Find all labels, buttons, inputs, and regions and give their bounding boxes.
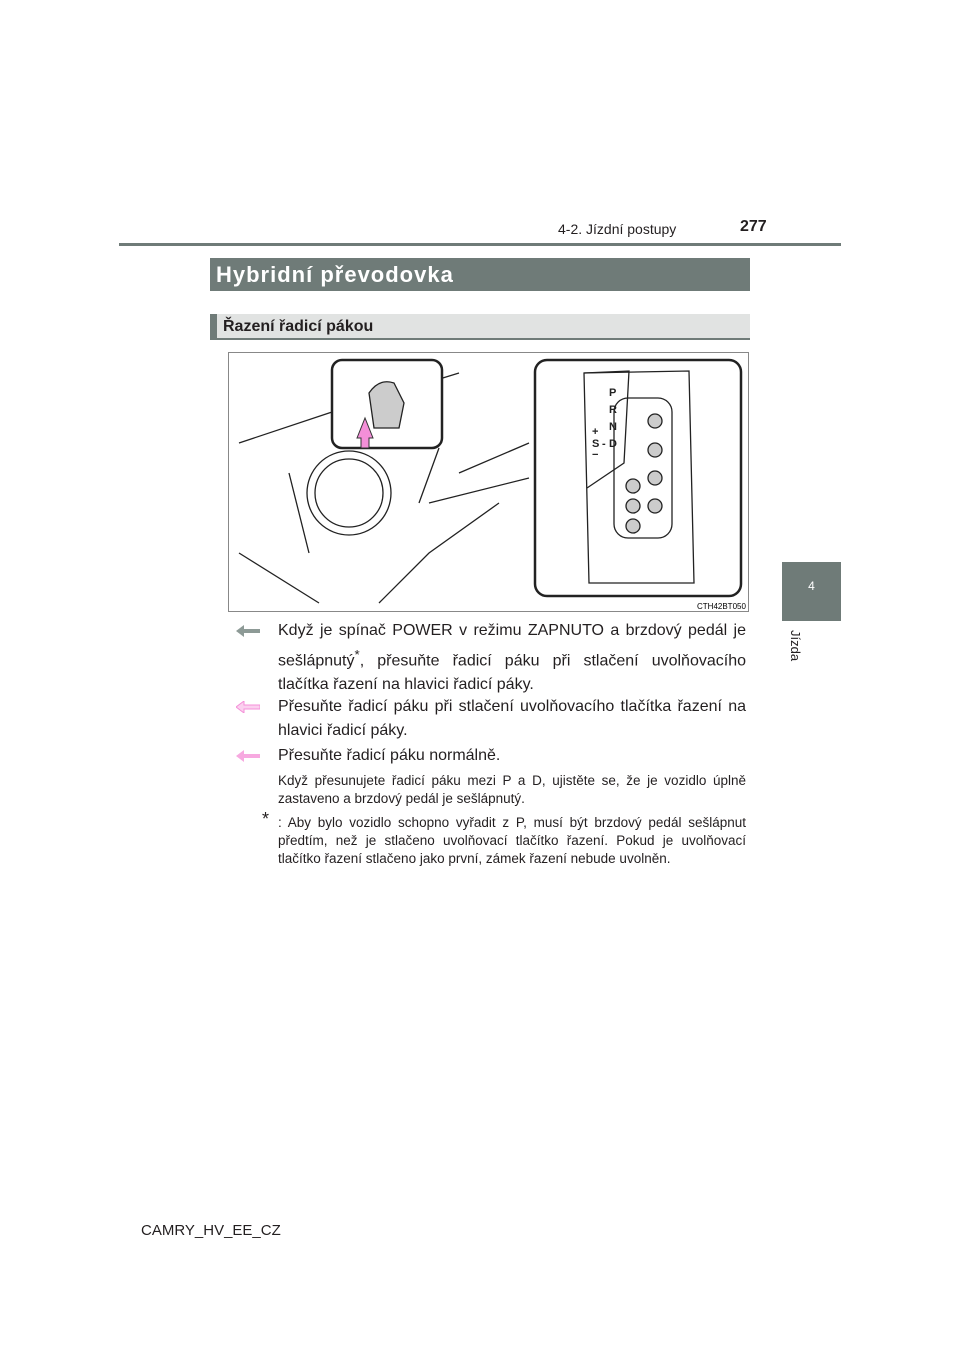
legend-item-1: Když je spínač POWER v režimu ZAPNUTO a brzdový pedál je sešlápnutý*, přesuňte řadicí páku při stlačení uvolňovacího tlačítka řazení na hlavici řadicí páky. [236,619,746,697]
chapter-heading: 4-2. Jízdní postupy [558,221,677,237]
header-rule [119,243,841,246]
chapter-tab-label: Jízda [788,630,803,662]
subsection-title: Řazení řadicí pákou [210,314,750,340]
gear-plus: + [592,426,599,438]
gear-d: D [609,438,617,450]
gray-arrow-icon [236,625,260,637]
gear-s: S [592,438,600,450]
document-code: CAMRY_HV_EE_CZ [141,1222,281,1239]
gear-r: R [609,404,617,416]
note-text: Když přesunujete řadicí páku mezi P a D, ujistěte se, že je vozidlo úplně zastaveno a brzdový pedál je sešlápnutý. [278,773,746,806]
legend-item-2: Přesuňte řadicí páku při stlačení uvolňovacího tlačítka řazení na hlavici řadicí páky. [236,695,746,743]
section-title: Hybridní převodovka [210,258,750,291]
figure-code: CTH42BT050 [697,602,746,611]
pink-arrow-icon [236,750,260,762]
gear-p: P [609,387,617,399]
chapter-tab[interactable]: 4 [782,562,841,621]
gear-n: N [609,421,617,433]
pink-dotted-arrow-icon [236,701,260,713]
legend-item-3: Přesuňte řadicí páku normálně. [236,744,746,768]
footnote: * : Aby bylo vozidlo schopno vyřadit z P, musí být brzdový pedál sešlápnut předtím, než je stlačeno uvolňovací tlačítko řazení. Pokud je uvolňovací tlačítko řazení stlačeno jako první, zámek řazení nebude uvolněn. [262,809,746,866]
gear-dash: - [602,438,606,450]
shift-lever-figure [228,352,749,612]
interior-illustration [229,353,748,611]
page-number: 277 [740,218,767,235]
gear-minus: − [592,449,599,461]
